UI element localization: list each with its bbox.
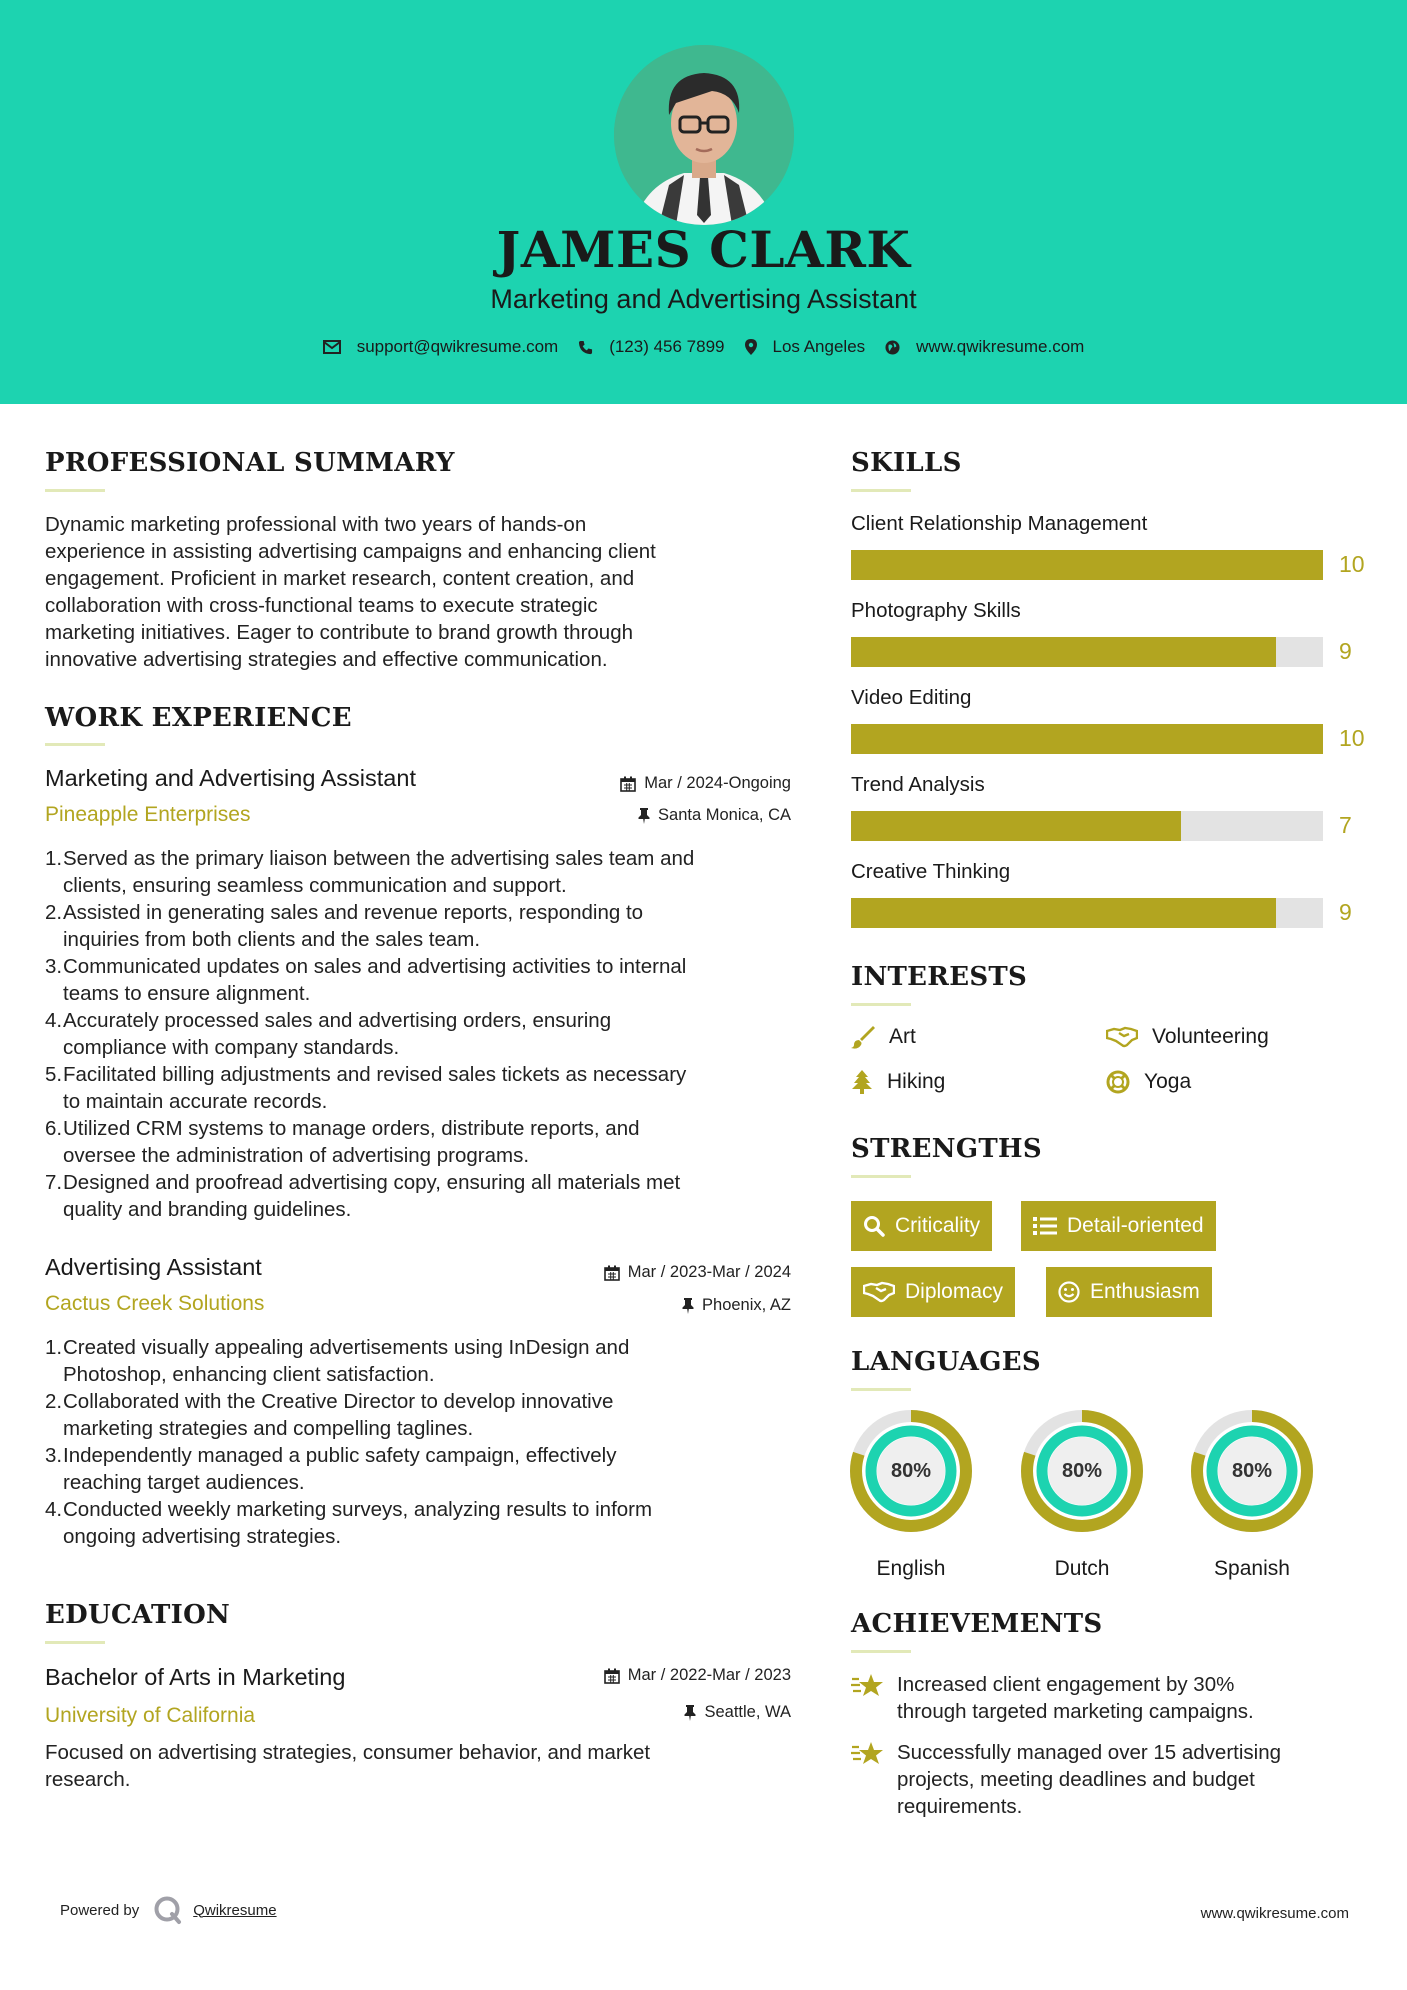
star-medal-icon	[851, 1671, 885, 1701]
languages-divider	[851, 1388, 911, 1391]
skill-bar-fill	[851, 550, 1323, 580]
language-name: Spanish	[1214, 1557, 1290, 1580]
strength-tag-enthusiasm: Enthusiasm	[1046, 1267, 1212, 1317]
email-text: support@qwikresume.com	[356, 337, 559, 356]
skill-value: 10	[1339, 725, 1365, 751]
footer-powered-by	[60, 1895, 277, 1925]
skill-bar-fill	[851, 898, 1276, 928]
contact-website[interactable]	[885, 337, 1084, 357]
job-dates: Mar / 2024-Ongoing	[480, 774, 791, 793]
strengths-heading: STRENGTHS	[851, 1134, 1042, 1164]
language-percent: 80%	[1231, 1459, 1273, 1482]
skill-bar-track	[851, 811, 1323, 841]
degree-title: Bachelor of Arts in Marketing	[45, 1664, 346, 1690]
list-item: 4. Conducted weekly marketing surveys, analyzing results to inform ongoing advertising strategies.	[45, 1498, 653, 1548]
pushpin-icon	[638, 808, 650, 824]
education-heading: EDUCATION	[45, 1600, 231, 1630]
phone-icon	[578, 340, 593, 355]
summary-text	[45, 511, 805, 673]
candidate-role: Marketing and Advertising Assistant	[490, 284, 917, 314]
skill-value: 10	[1339, 551, 1365, 577]
achievement-item: Successfully managed over 15 advertising projects, meeting deadlines and budget requirements.	[851, 1739, 1281, 1820]
language-percent: 80%	[1061, 1459, 1103, 1482]
job-location: Santa Monica, CA	[480, 806, 791, 825]
strength-tag-criticality: Criticality	[851, 1201, 992, 1251]
interest-item-yoga: Yoga	[1106, 1070, 1191, 1094]
language-name: English	[876, 1557, 946, 1580]
pushpin-icon	[682, 1298, 694, 1314]
language-item	[1020, 1409, 1144, 1580]
summary-line: innovative advertising strategies and effective communication.	[45, 648, 608, 671]
job-duties	[45, 845, 805, 1223]
interest-item-art: Art	[851, 1025, 916, 1049]
interests-divider	[851, 1003, 911, 1006]
lifering-icon	[1106, 1070, 1130, 1094]
strength-tag-diplomacy: Diplomacy	[851, 1267, 1015, 1317]
list-item: 1. Served as the primary liaison between the advertising sales team and clients, ensuring seamless communication and support.	[45, 847, 695, 897]
website-text: www.qwikresume.com	[916, 337, 1085, 356]
skill-bar-track	[851, 724, 1323, 754]
job-duties	[45, 1334, 805, 1550]
education-divider	[45, 1641, 105, 1644]
skills-heading: SKILLS	[851, 448, 962, 478]
pushpin-icon	[684, 1705, 696, 1721]
qwikresume-link[interactable]: Qwikresume	[193, 1901, 277, 1919]
skill-bar-track	[851, 550, 1323, 580]
skill-bar-fill	[851, 811, 1181, 841]
summary-line: engagement. Proficient in market research, content creation, and	[45, 567, 635, 590]
tree-icon	[851, 1070, 873, 1094]
location-text: Los Angeles	[772, 337, 866, 356]
contact-email[interactable]	[323, 337, 559, 357]
globe-icon	[885, 340, 900, 355]
language-percent: 80%	[890, 1459, 932, 1482]
contact-phone[interactable]	[578, 337, 724, 357]
skill-value: 9	[1339, 899, 1352, 925]
company-name: Pineapple Enterprises	[45, 803, 251, 826]
list-item: 3. Independently managed a public safety campaign, effectively reaching target audiences.	[45, 1444, 617, 1494]
phone-text: (123) 456 7899	[609, 337, 725, 356]
education-dates: Mar / 2022-Mar / 2023	[480, 1666, 791, 1685]
contact-bar	[0, 337, 1407, 357]
job-title: Marketing and Advertising Assistant	[45, 765, 416, 791]
star-medal-icon	[851, 1739, 885, 1769]
languages-heading: LANGUAGES	[851, 1347, 1041, 1377]
interest-item-hiking: Hiking	[851, 1070, 945, 1094]
list-icon	[1033, 1216, 1057, 1236]
education-description: Focused on advertising strategies, consumer behavior, and market research.	[45, 1741, 651, 1791]
language-name: Dutch	[1054, 1557, 1110, 1580]
skill-bar-fill	[851, 637, 1276, 667]
handshake-icon	[863, 1281, 895, 1303]
skill-value: 9	[1339, 638, 1352, 664]
list-item: 4. Accurately processed sales and advertising orders, ensuring compliance with company standards.	[45, 1009, 612, 1059]
language-item	[849, 1409, 973, 1580]
list-item: 5. Facilitated billing adjustments and revised sales tickets as necessary to maintain accurate records.	[45, 1063, 687, 1113]
calendar-icon	[604, 1668, 620, 1684]
paintbrush-icon	[851, 1025, 875, 1049]
interests-heading: INTERESTS	[851, 962, 1028, 992]
header-banner	[0, 0, 1407, 404]
job-title: Advertising Assistant	[45, 1254, 262, 1280]
language-item	[1190, 1409, 1314, 1580]
smile-icon	[1058, 1281, 1080, 1303]
search-icon	[863, 1215, 885, 1237]
work-heading: WORK EXPERIENCE	[45, 703, 352, 733]
skill-bar-track	[851, 898, 1323, 928]
list-item: 6. Utilized CRM systems to manage orders, distribute reports, and oversee the administration of advertising programs.	[45, 1117, 640, 1167]
skill-name: Video Editing	[851, 686, 972, 709]
qwikresume-logo-icon	[153, 1895, 183, 1925]
envelope-icon	[323, 340, 341, 354]
skill-name: Photography Skills	[851, 599, 1021, 622]
summary-line: marketing initiatives. Eager to contribute to brand growth through	[45, 621, 633, 644]
company-name: Cactus Creek Solutions	[45, 1292, 265, 1315]
job-dates: Mar / 2023-Mar / 2024	[480, 1263, 791, 1282]
achievements-heading: ACHIEVEMENTS	[851, 1609, 1103, 1639]
skill-bar-fill	[851, 724, 1323, 754]
map-marker-icon	[745, 339, 757, 355]
powered-by-text: Powered by	[60, 1901, 140, 1919]
candidate-name: JAMES CLARK	[496, 220, 911, 279]
job-location: Phoenix, AZ	[480, 1296, 791, 1315]
summary-line: Dynamic marketing professional with two years of hands-on	[45, 513, 587, 536]
list-item: 1. Created visually appealing advertisements using InDesign and Photoshop, enhancing client satisfaction.	[45, 1336, 630, 1386]
calendar-icon	[604, 1265, 620, 1281]
handshake-icon	[1106, 1026, 1138, 1048]
list-item: 3. Communicated updates on sales and advertising activities to internal teams to ensure alignment.	[45, 955, 687, 1005]
achievements-divider	[851, 1650, 911, 1653]
school-name: University of California	[45, 1704, 256, 1727]
summary-line: collaboration with cross-functional teams to execute strategic	[45, 594, 598, 617]
summary-divider	[45, 489, 105, 492]
contact-location	[745, 337, 866, 357]
skill-value: 7	[1339, 812, 1352, 838]
skill-bar-track	[851, 637, 1323, 667]
list-item: 7. Designed and proofread advertising copy, ensuring all materials met quality and branding guidelines.	[45, 1171, 681, 1221]
skill-name: Client Relationship Management	[851, 512, 1148, 535]
skills-divider	[851, 489, 911, 492]
list-item: 2. Collaborated with the Creative Director to develop innovative marketing strategies and compelling taglines.	[45, 1390, 614, 1440]
achievement-item: Increased client engagement by 30% through targeted marketing campaigns.	[851, 1671, 1254, 1725]
profile-photo	[614, 45, 794, 225]
strength-tag-detail-oriented: Detail-oriented	[1021, 1201, 1216, 1251]
interest-item-volunteering: Volunteering	[1106, 1025, 1269, 1049]
list-item: 2. Assisted in generating sales and revenue reports, responding to inquiries from both clients and the sales team.	[45, 901, 644, 951]
skill-name: Creative Thinking	[851, 860, 1011, 883]
education-location: Seattle, WA	[480, 1703, 791, 1722]
summary-heading: PROFESSIONAL SUMMARY	[45, 448, 455, 478]
calendar-icon	[620, 776, 636, 792]
work-divider	[45, 743, 105, 746]
skill-name: Trend Analysis	[851, 773, 985, 796]
footer-url[interactable]: www.qwikresume.com	[1200, 1905, 1349, 1922]
strengths-divider	[851, 1175, 911, 1178]
summary-line: experience in assisting advertising campaigns and enhancing client	[45, 540, 656, 563]
